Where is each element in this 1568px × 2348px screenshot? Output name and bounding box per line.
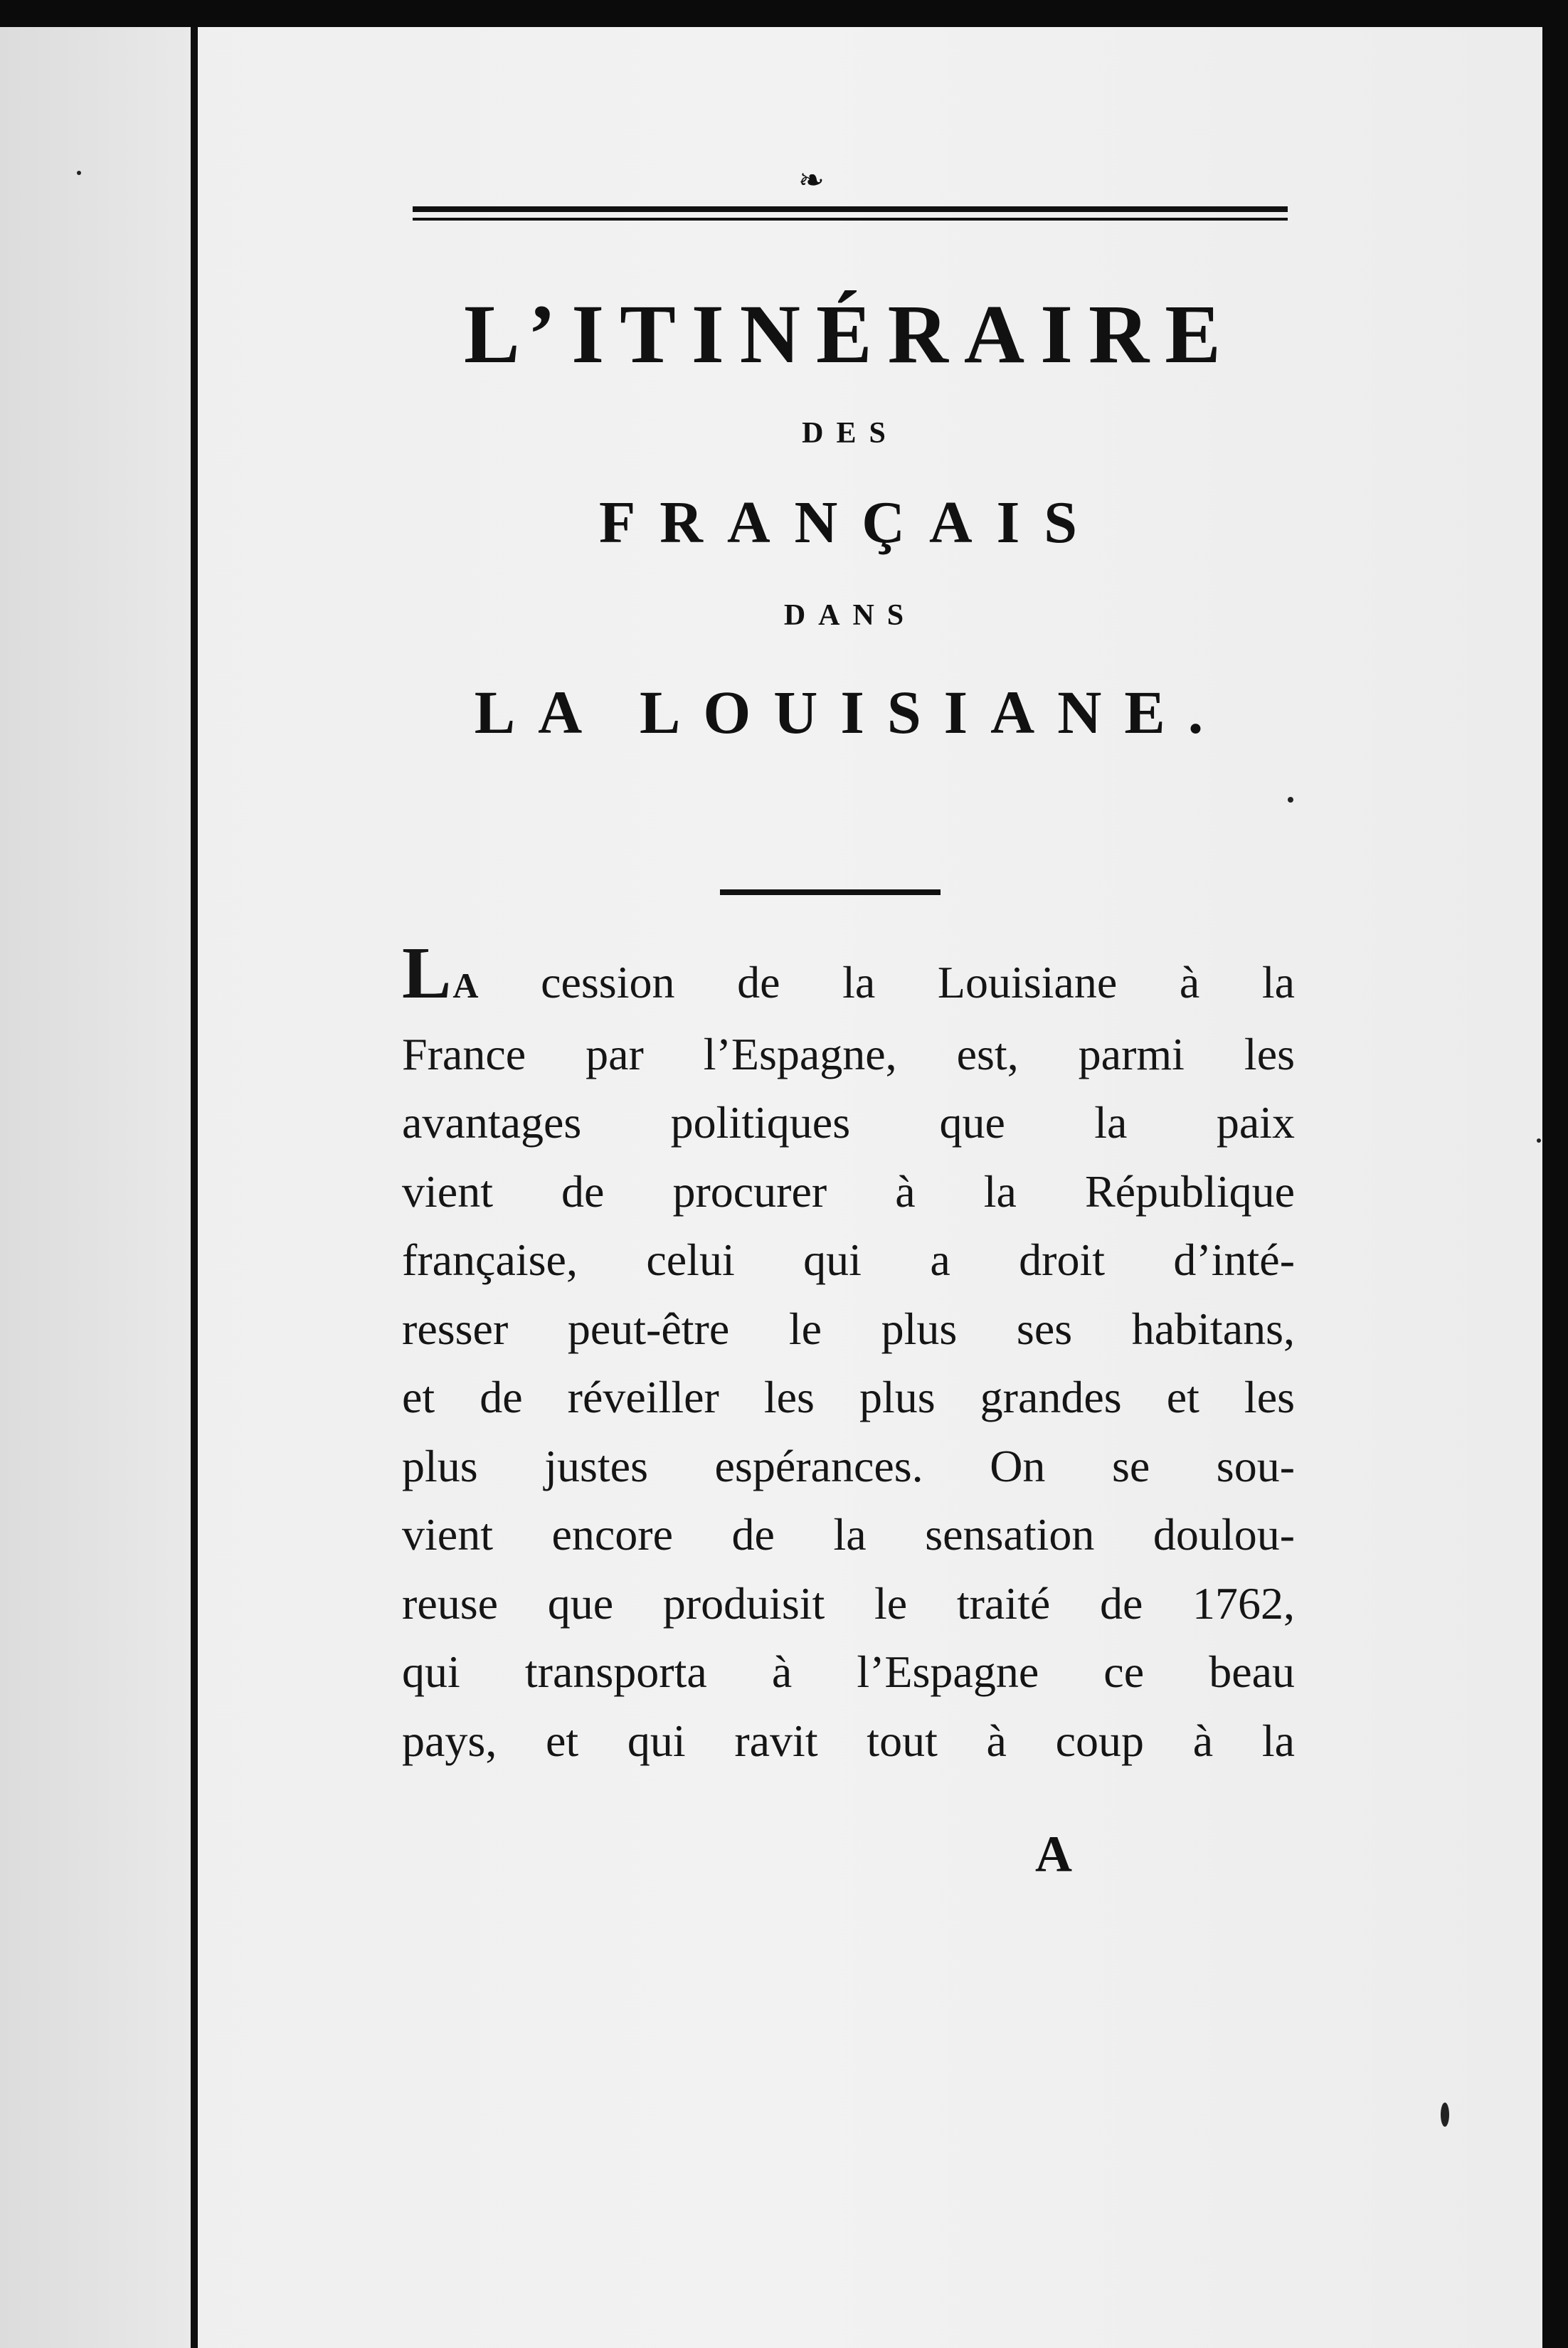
body-line: et de réveiller les plus grandes et les bbox=[402, 1372, 1295, 1422]
body-line: vient encore de la sensation doulou- bbox=[402, 1509, 1295, 1560]
body-line: avantages politiques que la paix bbox=[402, 1097, 1295, 1148]
ink-speck bbox=[77, 171, 81, 175]
scan-border-right bbox=[1542, 0, 1568, 2348]
ink-speck bbox=[1537, 1138, 1541, 1143]
drop-cap: L bbox=[402, 932, 453, 1014]
title-des: DES bbox=[802, 417, 899, 450]
rule-thin bbox=[413, 218, 1288, 221]
body-line: française, celui qui a droit d’inté- bbox=[402, 1234, 1295, 1285]
body-paragraph bbox=[402, 932, 1295, 1775]
first-line-text: cession de la Louisiane à la bbox=[478, 957, 1295, 1008]
body-line: resser peut-être le plus ses habitans, bbox=[402, 1303, 1295, 1354]
title-dans: DANS bbox=[783, 599, 917, 632]
body-line: vient de procurer à la République bbox=[402, 1165, 1295, 1217]
body-line: France par l’Espagne, est, parmi les bbox=[402, 1028, 1295, 1079]
section-divider bbox=[720, 889, 941, 895]
signature-mark: A bbox=[1035, 1826, 1072, 1883]
header-double-rule bbox=[413, 206, 1288, 223]
ink-speck bbox=[1441, 2103, 1449, 2127]
small-cap: A bbox=[452, 966, 479, 1005]
book-gutter-line bbox=[191, 27, 198, 2348]
title-itineraire: L’ITINÉRAIRE bbox=[464, 287, 1236, 381]
ornament-icon: ❧ bbox=[798, 162, 825, 199]
body-line: qui transporta à l’Espagne ce beau bbox=[402, 1646, 1295, 1697]
title-la-louisiane: LA LOUISIANE. bbox=[474, 678, 1227, 746]
title-francais: FRANÇAIS bbox=[598, 490, 1102, 556]
body-line: pays, et qui ravit tout à coup à la bbox=[402, 1715, 1295, 1766]
body-line-first bbox=[402, 932, 1295, 1020]
body-line: reuse que produisit le traité de 1762, bbox=[402, 1577, 1295, 1629]
body-line: plus justes espérances. On se sou- bbox=[402, 1440, 1295, 1491]
scan-border-top bbox=[0, 0, 1568, 27]
facing-page-edge bbox=[0, 27, 191, 2348]
rule-thick bbox=[413, 206, 1288, 212]
ink-speck bbox=[1288, 797, 1293, 803]
title-block bbox=[398, 277, 1302, 758]
